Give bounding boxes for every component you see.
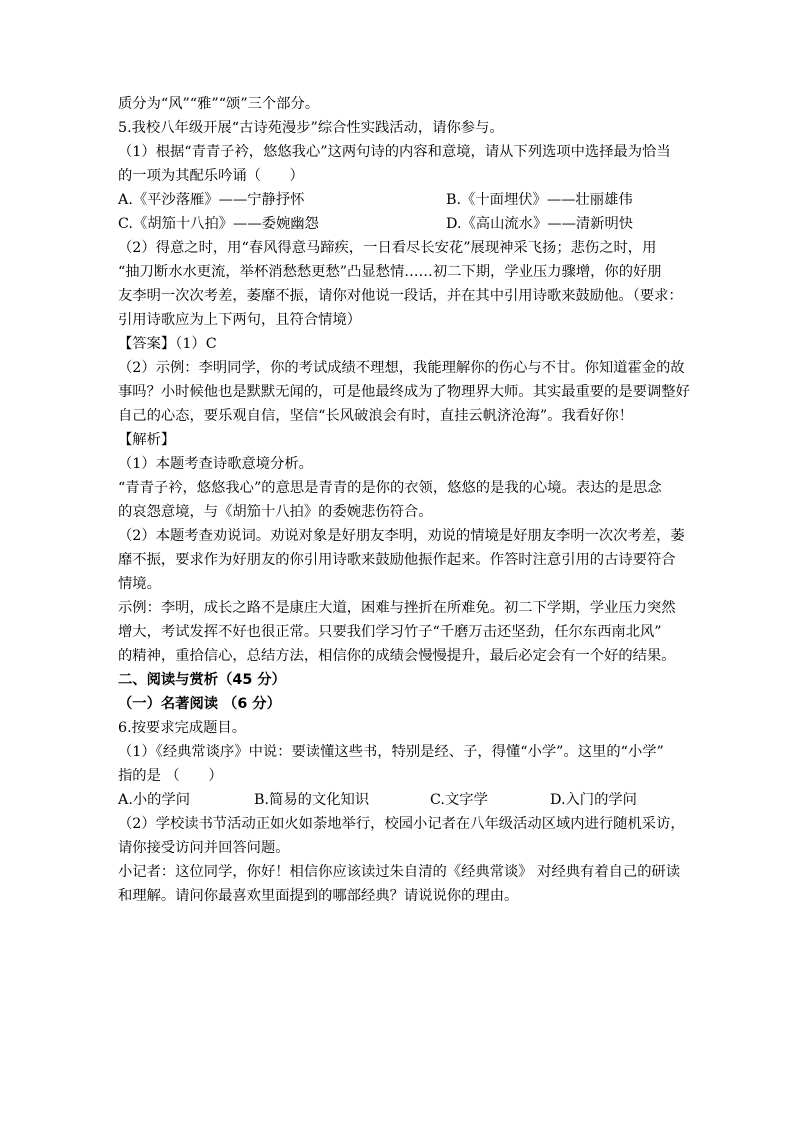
text-line: 事吗？小时候他也是默默无闻的，可是他最终成为了物理界大师。其实最重要的是要调整好 [118,384,690,400]
section-title: 二、阅读与赏析（45 分） [118,672,286,688]
option-c: C.《胡笳十八拍》——委婉幽怨 [118,216,319,232]
answer-1: （1）C [175,336,217,352]
text-line: 增大，考试发挥不好也很正常。只要我们学习竹子“千磨万击还坚劲，任尔东西南北风” [118,624,662,640]
analysis-label: 【解析】 [118,432,176,448]
text-line: 的哀怨意境，与《胡笳十八拍》的委婉悲伤符合。 [118,504,433,520]
options-row [118,788,678,812]
answer-line [118,332,678,356]
text-line: 自己的心态，要乐观自信，坚信“长风破浪会有时，直挂云帆济沧海”。我看好你！ [118,408,634,424]
question-5-title: 5.我校八年级开展“古诗苑漫步”综合性实践活动，请你参与。 [118,120,504,136]
options-row [118,212,678,236]
answer-label: 【答案】 [118,336,176,352]
text-line: 示例：李明，成长之路不是康庄大道，困难与挫折在所难免。初二下学期，学业压力突然 [118,600,676,616]
text-line: 请你接受访问并回答问题。 [118,840,290,856]
text-line: （2）得意之时，用“春风得意马蹄疾，一日看尽长安花”展现神采飞扬；悲伤之时，用 [118,240,657,256]
text-line: 和理解。请问你最喜欢里面提到的哪部经典？请说说你的理由。 [118,888,519,904]
question-6-title: 6.按要求完成题目。 [118,720,247,736]
text-line: （2）本题考查劝说词。劝说对象是好朋友李明，劝说的情境是好朋友李明一次次考差，萎 [118,528,685,544]
option-d: D.《高山流水》——清新明快 [446,216,634,232]
option-b: B.《十面埋伏》——壮丽雄伟 [446,192,633,208]
text-line: （2）学校读书节活动正如火如荼地举行，校园小记者在八年级活动区域内进行随机采访， [118,816,685,832]
option-a: A.小的学问 [118,792,191,808]
option-d: D.入门的学问 [550,792,637,808]
text-line: 引用诗歌应为上下两句，且符合情境） [118,312,362,328]
text-line: “抽刀断水水更流，举杯消愁愁更愁”凸显愁情……初二下期，学业压力骤增，你的好朋 [118,264,662,280]
text-line: 友李明一次次考差，萎靡不振，请你对他说一段话，并在其中引用诗歌来鼓励他。（要求： [118,288,683,304]
option-c: C.文字学 [430,792,488,808]
text-line: 情境。 [118,576,161,592]
option-b: B.简易的文化知识 [254,792,370,808]
option-a: A.《平沙落雁》——宁静抒怀 [118,192,305,208]
text-line: 的一项为其配乐吟诵（ ） [118,168,304,184]
text-line: （1）《经典常谈序》中说：要读懂这些书，特别是经、子，得懂“小学”。这里的“小学” [118,744,664,760]
text-line: 小记者：这位同学，你好！相信你应该读过朱自清的《经典常谈》 对经典有着自己的研读 [118,864,681,880]
options-row [118,188,678,212]
text-line: （1）本题考查诗歌意境分析。 [118,456,313,472]
text-line: （1）根据“青青子衿，悠悠我心”这两句诗的内容和意境，请从下列选项中选择最为恰当 [118,144,671,160]
text-line: 的精神，重拾信心，总结方法，相信你的成绩会慢慢提升，最后必定会有一个好的结果。 [118,648,676,664]
text-line: “青青子衿，悠悠我心”的意思是青青的是你的衣领，悠悠的是我的心境。表达的是思念 [118,480,662,496]
text-line: 质分为“风”“雅”“颂”三个部分。 [118,96,320,112]
text-line: （2）示例：李明同学，你的考试成绩不理想，我能理解你的伤心与不甘。你知道霍金的故 [118,360,685,376]
text-line: 指的是 （ ） [118,768,223,784]
subsection-title: （一）名著阅读 （6 分） [118,696,281,712]
text-line: 靡不振，要求作为好朋友的你引用诗歌来鼓励他振作起来。作答时注意引用的古诗要符合 [118,552,676,568]
document-page [118,92,690,908]
